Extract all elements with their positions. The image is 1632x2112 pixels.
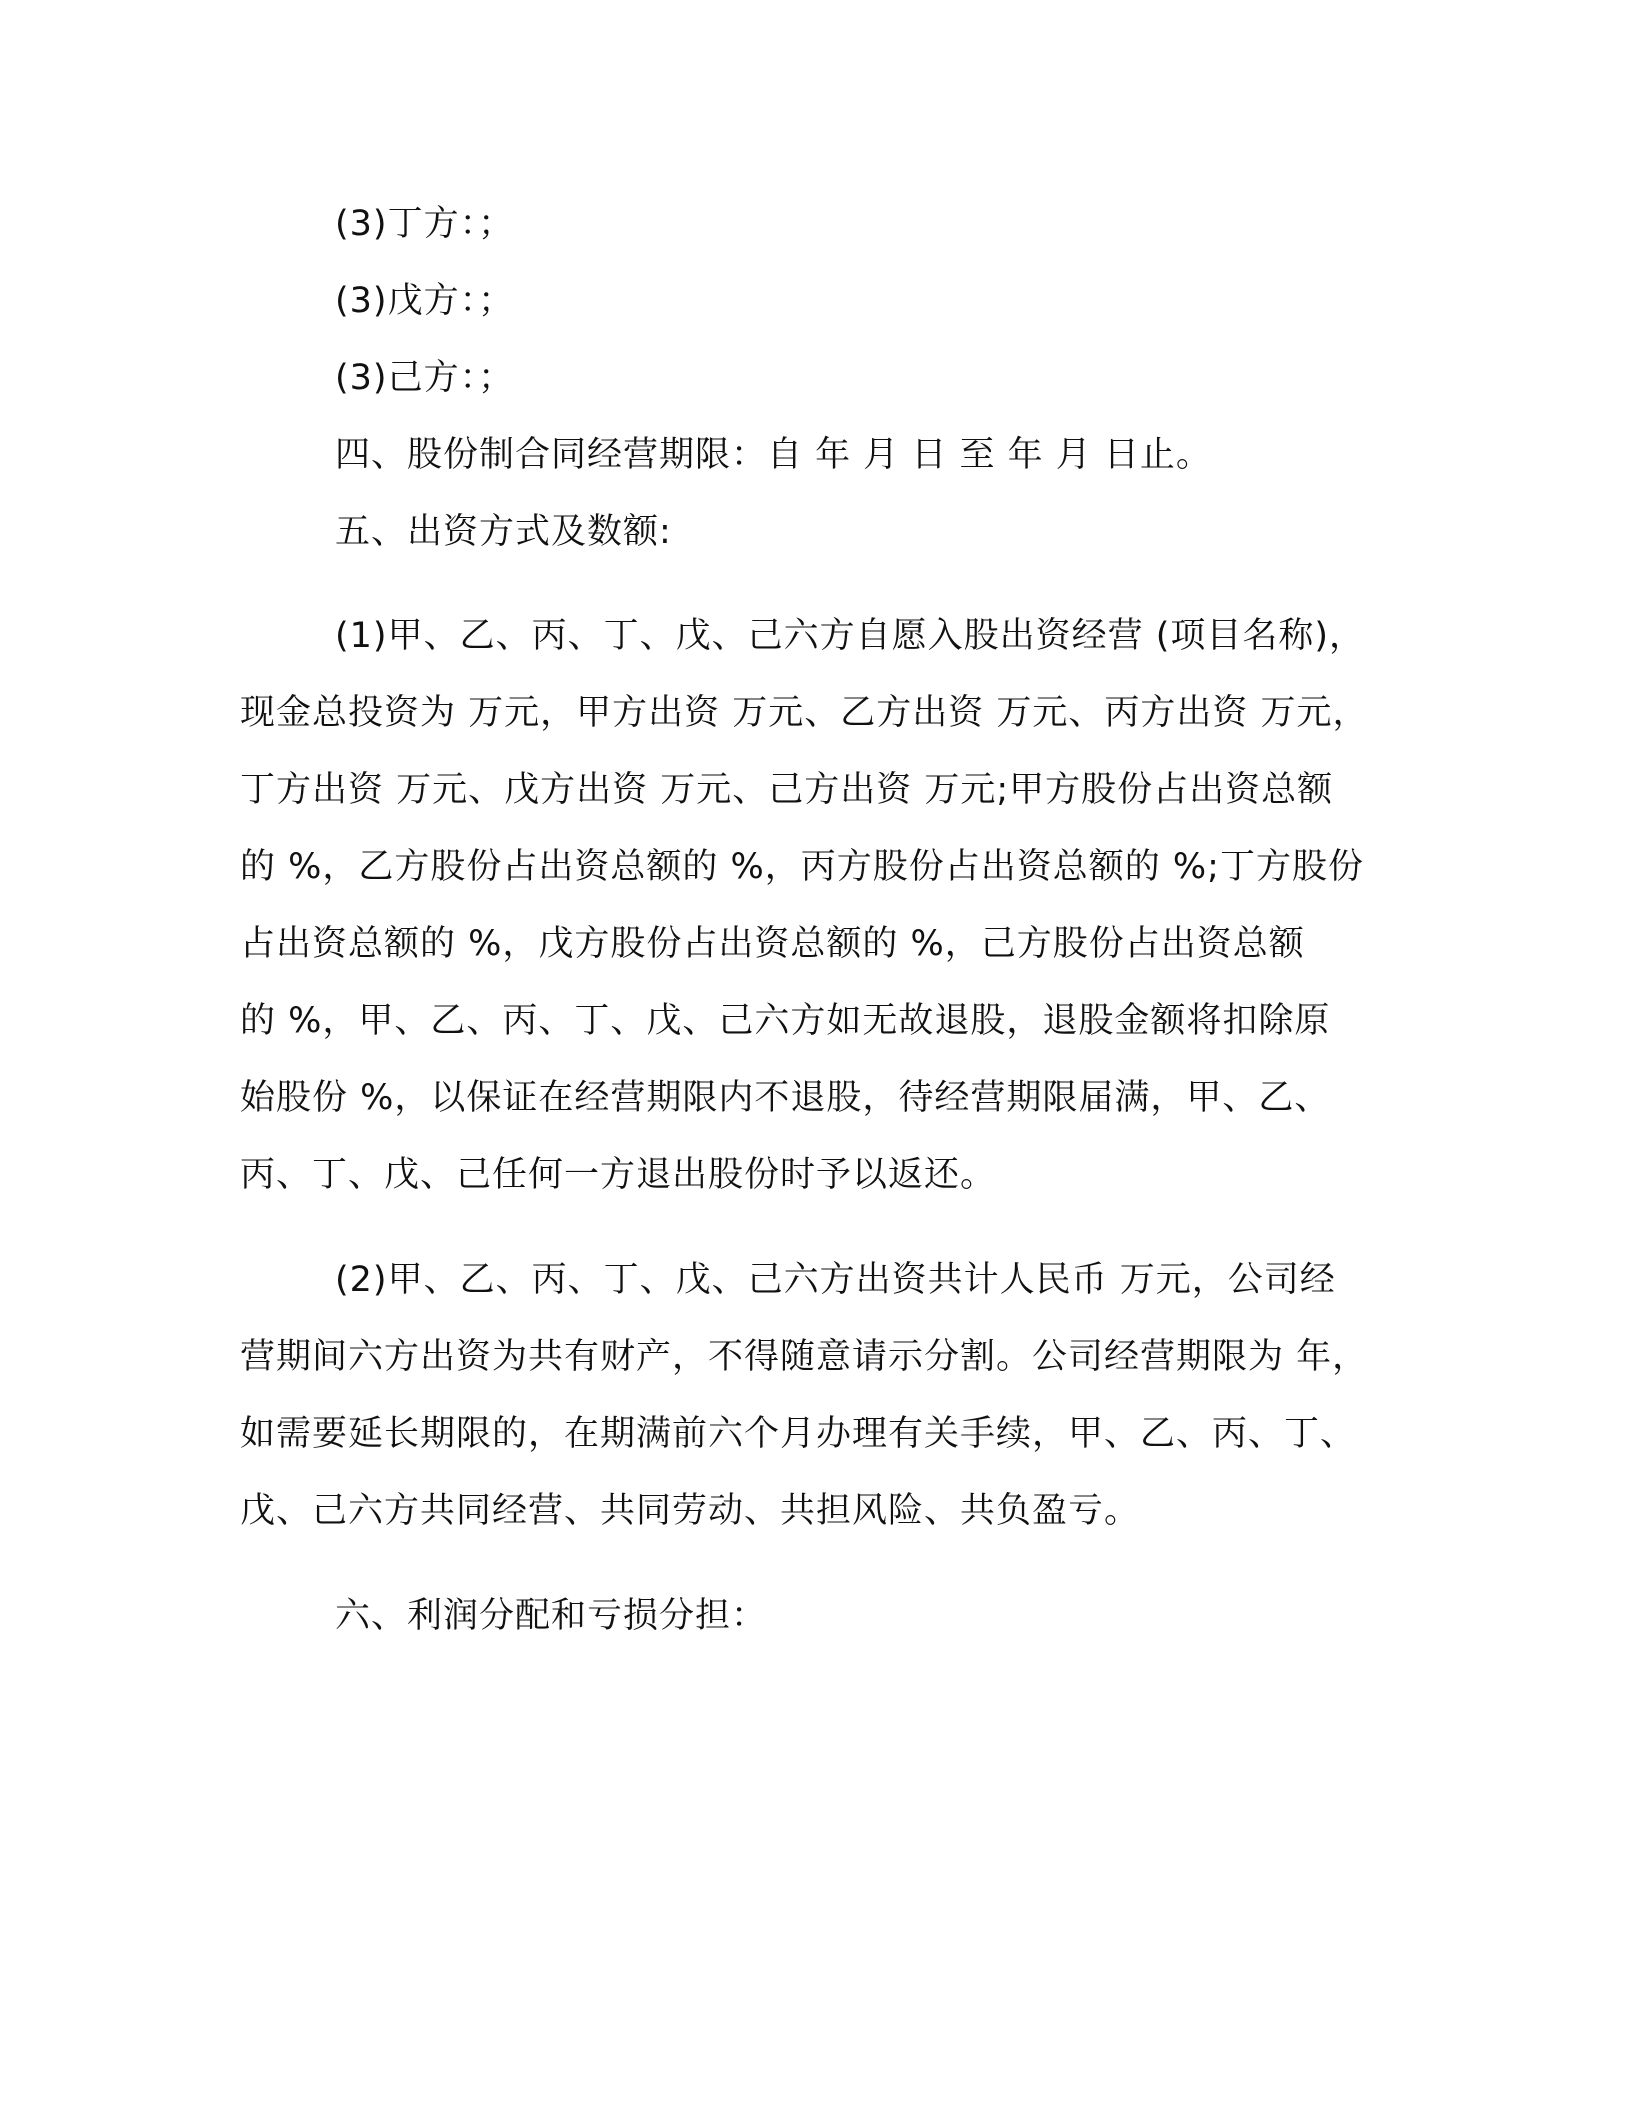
paragraph-line: 始股份 %，以保证在经营期限内不退股，待经营期限届满，甲、乙、 (240, 1078, 1331, 1118)
party-ji-line: (3)己方：； (335, 358, 515, 398)
paragraph-line: 丁方出资 万元、戊方出资 万元、己方出资 万元;甲方股份占出资总额 (240, 770, 1334, 810)
paragraph-line: 的 %，甲、乙、丙、丁、戊、己六方如无故退股，退股金额将扣除原 (240, 1001, 1331, 1041)
paragraph-line: 营期间六方出资为共有财产，不得随意请示分割。公司经营期限为 年， (240, 1337, 1369, 1377)
capital-paragraph-1 (240, 598, 1405, 1214)
capital-paragraph-2 (240, 1242, 1405, 1550)
document-body (240, 186, 1405, 1655)
paragraph-line: 戊、己六方共同经营、共同劳动、共担风险、共负盈亏。 (240, 1491, 1141, 1531)
paragraph-line: 现金总投资为 万元，甲方出资 万元、乙方出资 万元、丙方出资 万元， (240, 693, 1369, 733)
paragraph-line: 的 %，乙方股份占出资总额的 %，丙方股份占出资总额的 %;丁方股份 (240, 847, 1364, 887)
paragraph-line: 如需要延长期限的，在期满前六个月办理有关手续，甲、乙、丙、丁、 (240, 1414, 1357, 1454)
party-ding-line: (3)丁方：； (335, 204, 515, 244)
paragraph-line: 占出资总额的 %，戊方股份占出资总额的 %，己方股份占出资总额 (240, 924, 1305, 964)
operating-term-line: 四、股份制合同经营期限：自 年 月 日 至 年 月 日止。 (335, 435, 1212, 475)
capital-section-heading: 五、出资方式及数额: (335, 512, 672, 552)
paragraph-line: 丙、丁、戊、己任何一方退出股份时予以返还。 (240, 1155, 997, 1195)
profit-section-heading: 六、利润分配和亏损分担： (335, 1596, 768, 1636)
paragraph-line: (2)甲、乙、丙、丁、戊、己六方出资共计人民币 万元，公司经 (335, 1260, 1336, 1300)
paragraph-line: (1)甲、乙、丙、丁、戊、己六方自愿入股出资经营 (项目名称)， (335, 616, 1366, 656)
party-wu-line: (3)戊方：； (335, 281, 515, 321)
